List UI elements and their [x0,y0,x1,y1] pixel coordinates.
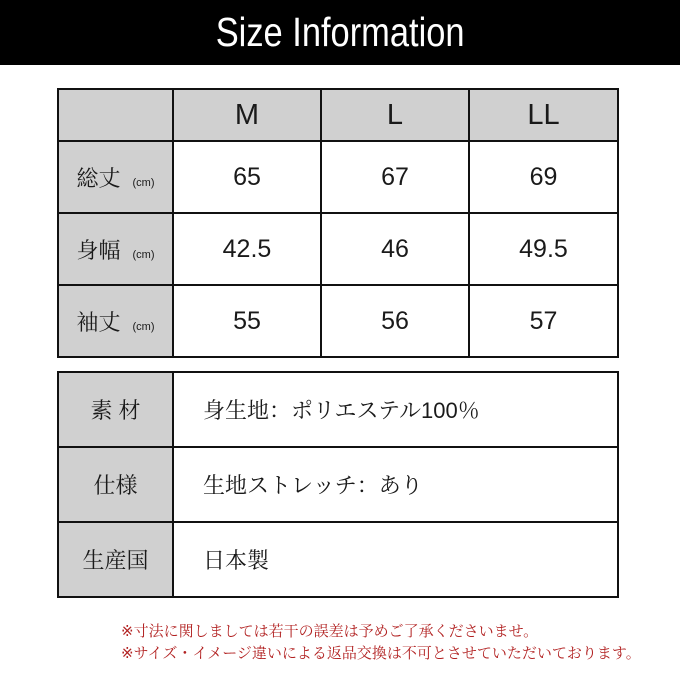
value-cell: 55 [173,285,321,357]
footnote-line-1: ※寸法に関しましては若干の誤差は予めご了承くださいませ。 [121,623,539,640]
row-header-sleeve-length [58,285,173,357]
size-table-row-total-length [58,141,618,213]
detail-row-spec [58,447,618,522]
unit-label: (cm) [132,248,155,261]
footnote-line-2: ※サイズ・イメージ違いによる返品交換は不可とさせていただいております。 [121,645,641,662]
detail-row-material [58,372,618,447]
detail-value-country: 日本製 [173,522,618,597]
size-table [57,88,619,358]
page-title: Size Information [215,9,465,55]
column-header-m: M [173,89,321,141]
size-table-corner-cell [58,89,173,141]
value-cell: 56 [321,285,469,357]
unit-label: (cm) [132,320,155,333]
detail-label-material: 素 材 [58,372,173,447]
detail-label-spec: 仕様 [58,447,173,522]
column-header-ll: LL [469,89,618,141]
detail-value-material: 身生地：ポリエステル100％ [173,372,618,447]
detail-value-spec: 生地ストレッチ：あり [173,447,618,522]
unit-label: (cm) [132,176,155,189]
value-cell: 69 [469,141,618,213]
detail-row-country [58,522,618,597]
value-cell: 67 [321,141,469,213]
value-cell: 65 [173,141,321,213]
size-table-row-body-width [58,213,618,285]
value-cell: 57 [469,285,618,357]
value-cell: 42.5 [173,213,321,285]
row-label: 総丈 [76,165,121,191]
product-detail-table [57,371,619,598]
row-label: 袖丈 [76,309,121,335]
value-cell: 46 [321,213,469,285]
footnotes [121,621,641,665]
column-header-l: L [321,89,469,141]
detail-label-country: 生産国 [58,522,173,597]
title-banner [0,0,680,65]
row-header-total-length [58,141,173,213]
row-header-body-width [58,213,173,285]
size-table-row-sleeve-length [58,285,618,357]
value-cell: 49.5 [469,213,618,285]
size-table-header-row [58,89,618,141]
row-label: 身幅 [76,237,121,263]
